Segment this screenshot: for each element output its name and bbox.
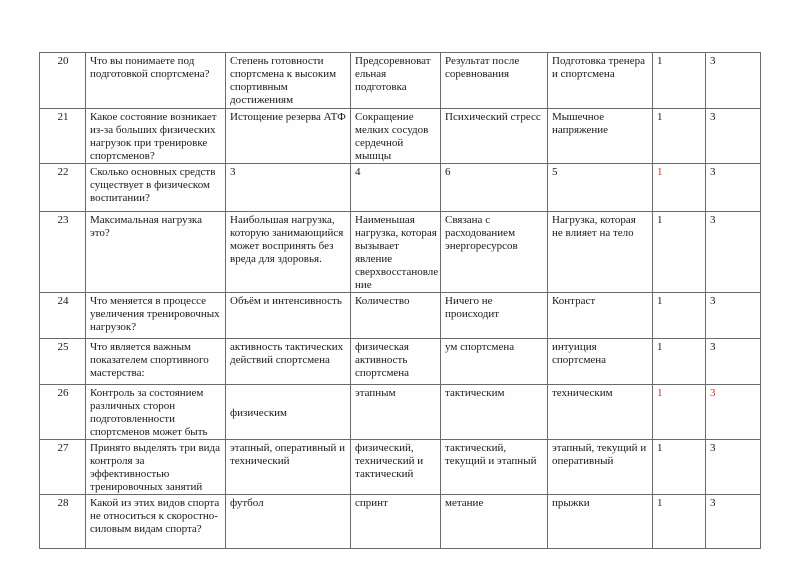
answer-option-4: 5	[548, 164, 653, 212]
answer-option-2: спринт	[351, 495, 441, 549]
answer-option-4: Нагрузка, которая не влияет на тело	[548, 212, 653, 293]
row-number: 22	[40, 164, 86, 212]
answer-option-2: Предсоревноват ельная подготовка	[351, 53, 441, 109]
points: 3	[706, 495, 761, 549]
answer-option-3: Психический стресс	[441, 109, 548, 164]
answer-option-1: 3	[226, 164, 351, 212]
answer-option-3: Ничего не происходит	[441, 293, 548, 339]
points: 3	[706, 53, 761, 109]
answer-option-1: Степень готовности спортсмена к высоким спортивным достижениям	[226, 53, 351, 109]
table-row	[40, 212, 761, 293]
points: 3	[706, 385, 761, 440]
answer-option-3: 6	[441, 164, 548, 212]
question-text: Какое состояние возникает из-за больших физических нагрузок при тренировке спортсменов?	[86, 109, 226, 164]
question-text: Что меняется в процессе увеличения тренировочных нагрузок?	[86, 293, 226, 339]
question-text: Максимальная нагрузка это?	[86, 212, 226, 293]
row-number: 24	[40, 293, 86, 339]
row-number: 28	[40, 495, 86, 549]
answer-option-3: тактический, текущий и этапный	[441, 440, 548, 495]
row-number: 23	[40, 212, 86, 293]
answer-option-1: физическим	[226, 385, 351, 440]
answer-option-3: метание	[441, 495, 548, 549]
answer-option-3: Результат после соревнования	[441, 53, 548, 109]
table-row	[40, 164, 761, 212]
row-number: 26	[40, 385, 86, 440]
correct-answer: 1	[653, 53, 706, 109]
table-row	[40, 440, 761, 495]
correct-answer: 1	[653, 385, 706, 440]
points: 3	[706, 339, 761, 385]
table-row	[40, 495, 761, 549]
row-number: 25	[40, 339, 86, 385]
question-text: Сколько основных средств существует в физическом воспитании?	[86, 164, 226, 212]
question-text: Контроль за состоянием различных сторон подготовленности спортсменов может быть	[86, 385, 226, 440]
answer-option-4: интуиция спортсмена	[548, 339, 653, 385]
correct-answer: 1	[653, 293, 706, 339]
correct-answer: 1	[653, 440, 706, 495]
correct-answer: 1	[653, 339, 706, 385]
question-text: Какой из этих видов спорта не относиться к скоростно-силовым видам спорта?	[86, 495, 226, 549]
question-text: Принято выделять три вида контроля за эффективностью тренировочных занятий	[86, 440, 226, 495]
correct-answer: 1	[653, 212, 706, 293]
correct-answer: 1	[653, 164, 706, 212]
points: 3	[706, 293, 761, 339]
questions-table	[39, 52, 761, 549]
answer-option-1: активность тактических действий спортсмена	[226, 339, 351, 385]
answer-option-1: Объём и интенсивность	[226, 293, 351, 339]
answer-option-4: Мышечное напряжение	[548, 109, 653, 164]
correct-answer: 1	[653, 495, 706, 549]
answer-option-4: этапный, текущий и оперативный	[548, 440, 653, 495]
table-row	[40, 293, 761, 339]
correct-answer: 1	[653, 109, 706, 164]
answer-option-1: этапный, оперативный и технический	[226, 440, 351, 495]
points: 3	[706, 440, 761, 495]
question-text: Что является важным показателем спортивного мастерства:	[86, 339, 226, 385]
answer-option-2: Наименьшая нагрузка, которая вызывает явление сверхвосстановле ние	[351, 212, 441, 293]
row-number: 20	[40, 53, 86, 109]
table-row	[40, 109, 761, 164]
question-text: Что вы понимаете под подготовкой спортсмена?	[86, 53, 226, 109]
answer-option-2: Сокращение мелких сосудов сердечной мышцы	[351, 109, 441, 164]
row-number: 21	[40, 109, 86, 164]
answer-option-2: физический, технический и тактический	[351, 440, 441, 495]
answer-option-4: Подготовка тренера и спортсмена	[548, 53, 653, 109]
answer-option-1: Наибольшая нагрузка, которую занимающийся может воспринять без вреда для здоровья.	[226, 212, 351, 293]
answer-option-4: Контраст	[548, 293, 653, 339]
answer-option-2: Количество	[351, 293, 441, 339]
row-number: 27	[40, 440, 86, 495]
answer-option-4: техническим	[548, 385, 653, 440]
answer-option-1: футбол	[226, 495, 351, 549]
answer-option-3: Связана с расходованием энергоресурсов	[441, 212, 548, 293]
answer-option-3: тактическим	[441, 385, 548, 440]
points: 3	[706, 164, 761, 212]
answer-option-2: 4	[351, 164, 441, 212]
answer-option-2: этапным	[351, 385, 441, 440]
answer-option-2: физическая активность спортсмена	[351, 339, 441, 385]
answer-option-1: Истощение резерва АТФ	[226, 109, 351, 164]
answer-option-4: прыжки	[548, 495, 653, 549]
points: 3	[706, 109, 761, 164]
table-row	[40, 53, 761, 109]
table-row	[40, 339, 761, 385]
answer-option-3: ум спортсмена	[441, 339, 548, 385]
points: 3	[706, 212, 761, 293]
table-row	[40, 385, 761, 440]
